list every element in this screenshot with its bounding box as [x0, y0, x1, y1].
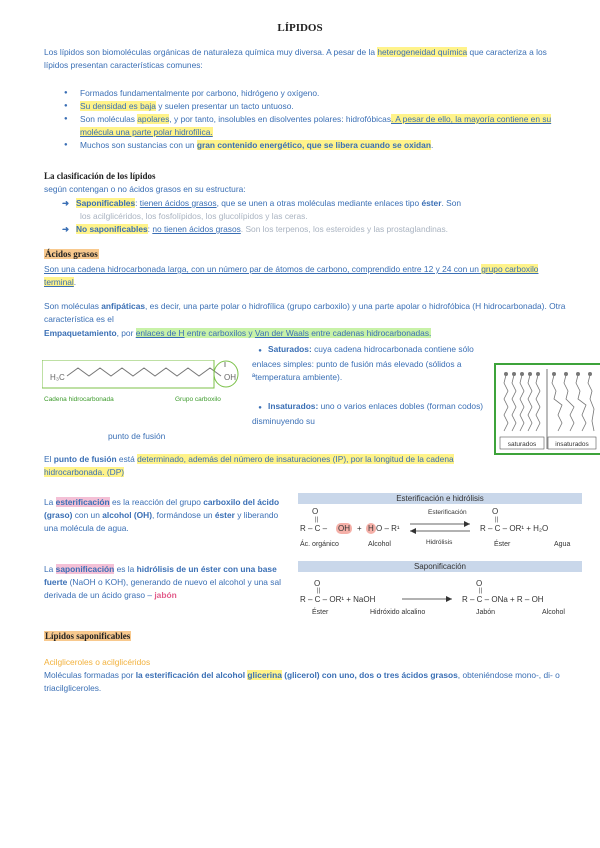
bullet-icon: ● — [258, 348, 262, 354]
saponification-equation — [298, 572, 582, 624]
svg-text:O: O — [312, 507, 319, 516]
acylglycerols-definition: Moléculas formadas por la esterificación del alcohol glicerina (glicerol) con uno, dos o tres ácidos grasos, obteniéndose mono-, di- o triacilgliceroles. — [44, 670, 560, 693]
saturated-description: ● Saturados: cuya cadena hidrocarbonada contiene sólo enlaces simples: punto de fusión más elevado (sólidos a ªtemperatura ambiente). — [252, 344, 474, 382]
hydrocarbon-chain — [67, 368, 221, 376]
svg-text:O: O — [492, 507, 499, 516]
water-label: Agua — [554, 541, 571, 548]
svg-text:R – C – ONa + R – OH: R – C – ONa + R – OH — [462, 595, 544, 604]
svg-text:||: || — [315, 517, 319, 523]
saponification-diagram — [298, 561, 582, 625]
melting-point-text: punto de fusión — [108, 431, 166, 441]
svg-text:H: H — [368, 524, 374, 533]
lipid-chains-illustration — [496, 365, 600, 453]
svg-text:O: O — [476, 579, 483, 588]
packing-paragraph: Empaquetamiento, por enlaces de H entre carboxilos y Van der Waals entre cadenas hidrocarbonadas. — [44, 328, 432, 338]
saponificables-examples: los acilglicéridos, los fosfolípidos, los glucolípidos y las ceras. — [80, 211, 308, 221]
saturation-comparison-image — [494, 363, 600, 455]
alcohol-label: Alcohol — [368, 541, 391, 548]
molecule-oh-label: OH — [224, 373, 236, 382]
unsaturated-label: insaturados — [555, 441, 589, 448]
svg-text:R – C – OR¹ + NaOH: R – C – OR¹ + NaOH — [300, 595, 376, 604]
esterification-equation — [298, 504, 582, 554]
feature-item: ● Su densidad es baja y suelen presentar un tacto untuoso. — [62, 100, 562, 113]
svg-text:R – C – OR¹ + H₂O: R – C – OR¹ + H₂O — [480, 524, 549, 533]
svg-text:O – R¹: O – R¹ — [376, 524, 400, 533]
saponification-paragraph: La saponificación es la hidrólisis de un éster con una base fuerte (NaOH o KOH), generando de nuevo el alcohol y una sal derivada de un ácido graso – jabón — [44, 564, 281, 600]
feature-list — [62, 87, 562, 152]
intro-text-2: que caracteriza a los lípidos presentan características comunes: — [44, 47, 547, 70]
feature-item: ● Formados fundamentalmente por carbono, hidrógeno y oxígeno. — [62, 87, 562, 100]
soap-alcohol-label: Alcohol — [542, 609, 565, 616]
svg-text:R – C –: R – C – — [300, 524, 328, 533]
svg-text:||: || — [495, 517, 499, 523]
svg-text:O: O — [314, 579, 321, 588]
saponification-diagram-title: Saponificación — [298, 561, 582, 572]
svg-text:||: || — [317, 588, 321, 594]
molecule-methyl-label: H₃C — [50, 373, 65, 382]
fusion-point-paragraph: El punto de fusión está determinado, además del número de insaturaciones (IP), por la longitud de la cadena hidrocarbonada. (DP) — [44, 454, 454, 477]
classification-subtitle: según contengan o no ácidos grasos en su estructura: — [44, 184, 246, 194]
hydrolysis-direction-label: Hidrólisis — [426, 539, 453, 546]
saponificable-lipids-heading: Lípidos saponificables — [45, 631, 131, 641]
feature-item: ● Muchos son sustancias con un gran contenido energético, que se libera cuando se oxidan. — [62, 139, 562, 152]
acylglycerols-subheading: Acilgliceroles o acilglicéridos — [44, 657, 151, 667]
arrow-right-icon: ➜ — [62, 198, 70, 208]
intro-text-1: Los lípidos son biomoléculas orgánicas de naturaleza química muy diversa. A pesar de la — [44, 47, 378, 57]
fatty-acids-definition: Son una cadena hidrocarbonada larga, con un número par de átomos de carbono, comprendido entre 12 y 24 con un grupo carboxilo terminal. — [44, 264, 539, 287]
chain-label: Cadena hidrocarbonada — [44, 396, 114, 403]
svg-text:||: || — [479, 588, 483, 594]
esterification-paragraph: La esterificación es la reacción del grupo carboxilo del ácido (graso) con un alcohol (OH), formándose un éster y liberando una molécula de agua. — [44, 497, 280, 533]
no-saponificables-definition: ➜ No saponificables: no tienen ácidos grasos. Son los terpenos, los esteroides y las prostaglandinas. — [62, 224, 448, 234]
svg-text:+: + — [357, 524, 362, 533]
intro-paragraph — [44, 46, 564, 72]
soap-ester-label: Éster — [312, 609, 329, 616]
page-title: LÍPIDOS — [277, 22, 323, 34]
svg-text:OH: OH — [338, 524, 350, 533]
saponificables-definition: ➜ Saponificables: tienen ácidos grasos, que se unen a otras moléculas mediante enlaces tipo éster. Son — [62, 198, 462, 208]
esterification-diagram-title: Esterificación e hidrólisis — [298, 493, 582, 504]
soap-label: Jabón — [476, 609, 496, 616]
esterification-diagram — [298, 493, 582, 555]
organic-acid-label: Ác. orgánico — [300, 541, 339, 548]
amphipathic-paragraph: Son moléculas anfipáticas, es decir, una parte polar o hidrofílica (grupo carboxilo) y una parte apolar o hidrofóbica (H hidrocarbonada). Otra característica es el — [44, 301, 566, 324]
carboxyl-label: Grupo carboxilo — [175, 396, 221, 403]
alkaline-hydroxide-label: Hidróxido alcalino — [370, 609, 426, 616]
feature-item: ● Son moléculas apolares, y por tanto, insolubles en disolventes polares: hidrofóbicas. A pesar de ello, la mayoría contiene en su molécula una parte polar hidrofílica. — [62, 113, 562, 139]
intro-highlight: heterogeneidad química — [377, 47, 468, 57]
ester-label: Éster — [494, 541, 511, 548]
unsaturated-description: ● Insaturados: uno o varios enlaces dobles (forman codos) disminuyendo su — [252, 401, 484, 426]
fatty-acids-heading: Ácidos grasos — [45, 249, 98, 259]
esterification-direction-label: Esterificación — [428, 509, 467, 516]
arrow-right-icon: ➜ — [62, 224, 70, 234]
bullet-icon: ● — [258, 405, 262, 411]
classification-heading: La clasificación de los lípidos — [44, 171, 156, 181]
saturated-label: saturados — [507, 441, 537, 448]
chain-outline — [42, 360, 214, 388]
